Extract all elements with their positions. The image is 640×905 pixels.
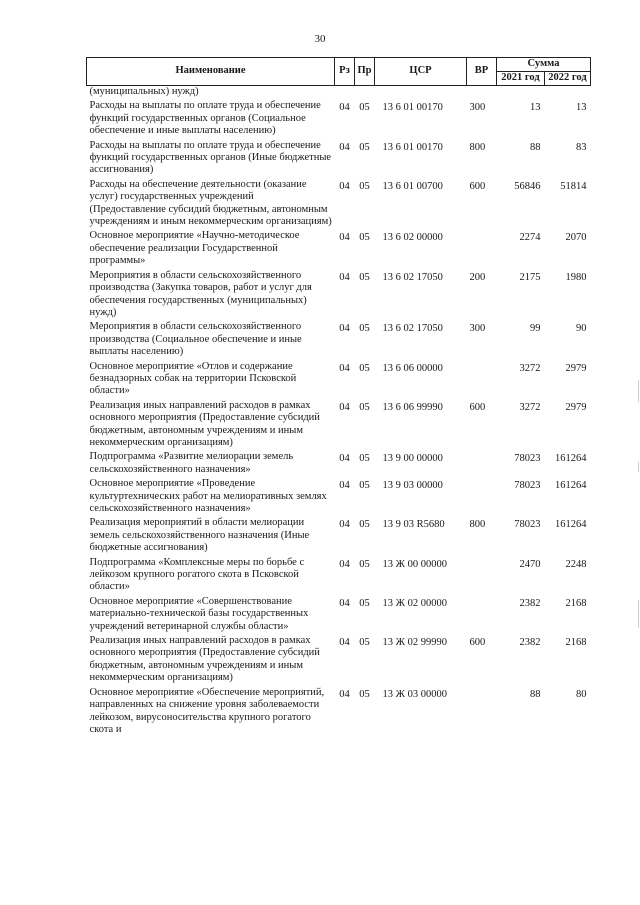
row-rz: 04 [339,558,350,570]
row-name: Расходы на выплаты по оплате труда и обеспечение функций государственных органов (Социальное обеспечение и иные выплаты населению) [89,100,321,137]
table-row [87,100,591,139]
table-row [87,321,591,360]
row-pr: 05 [359,362,370,374]
row-sum-2021 [497,86,545,101]
row-vr [467,361,497,400]
row-vr [467,596,497,635]
row-sum-2022: 83 [576,141,587,153]
budget-table [86,57,591,738]
header-name: Наименование [87,58,335,86]
row-rz: 04 [339,401,350,413]
row-vr: 200 [469,271,486,283]
table-row [87,400,591,452]
row-pr: 05 [359,597,370,609]
row-pr: 05 [359,232,370,244]
table-row [87,451,591,478]
row-csr: 13 9 00 00000 [382,453,443,465]
row-sum-2021: 13 [530,102,541,114]
row-csr: 13 6 01 00170 [382,141,443,153]
row-csr: 13 Ж 02 00000 [382,597,448,609]
row-vr: 800 [469,141,486,153]
row-sum-2021: 3272 [519,362,541,374]
row-name: Мероприятия в области сельскохозяйственного производства (Социальное обеспечение и иные выплаты населению) [89,321,302,358]
table-row [87,635,591,687]
row-vr: 300 [469,102,486,114]
row-sum-2022: 161264 [555,453,587,465]
table-row [87,478,591,517]
row-rz [335,86,355,101]
row-sum-2022: 161264 [555,519,587,531]
table-row [87,687,591,739]
row-rz: 04 [339,180,350,192]
scan-edge-mark [638,462,639,472]
row-sum-2022: 51814 [560,180,587,192]
row-vr [467,230,497,269]
row-pr: 05 [359,558,370,570]
row-csr: 13 6 02 17050 [382,271,443,283]
row-rz: 04 [339,362,350,374]
row-pr: 05 [359,401,370,413]
row-sum-2022: 1980 [565,271,587,283]
row-pr: 05 [359,141,370,153]
table-row [87,517,591,556]
header-sum: Сумма [497,58,591,72]
row-name: Основное мероприятие «Научно-методическое обеспечение реализации Государственной программы» [89,230,300,267]
row-name: Реализация иных направлений расходов в рамках основного мероприятия (Предоставление субсидий бюджетным, автономным учреждениям и иным некоммерческим организациям) [89,399,320,448]
row-sum-2021: 88 [530,688,541,700]
row-pr: 05 [359,688,370,700]
table-row [87,596,591,635]
row-vr [467,687,497,739]
header-csr: ЦСР [375,58,467,86]
row-csr: 13 6 06 00000 [382,362,443,374]
row-sum-2021: 2382 [519,597,541,609]
row-name: Основное мероприятие «Отлов и содержание безнадзорных собак на территории Псковской области» [89,360,297,397]
row-csr: 13 6 02 17050 [382,323,443,335]
row-name: Основное мероприятие «Совершенствование материально-технической базы государственных учреждений ветеринарной службы области» [89,595,309,632]
row-sum-2021: 2175 [519,271,541,283]
header-row-1 [87,58,591,72]
table-row [87,86,591,101]
row-rz: 04 [339,597,350,609]
row-vr: 600 [469,401,486,413]
row-csr: 13 9 03 00000 [382,480,443,492]
row-pr: 05 [359,102,370,114]
header-pr: Пр [355,58,375,86]
row-sum-2021: 2382 [519,637,541,649]
row-rz: 04 [339,323,350,335]
row-rz: 04 [339,271,350,283]
row-sum-2022 [545,86,591,101]
row-sum-2022: 90 [576,323,587,335]
row-name: Основное мероприятие «Обеспечение мероприятий, направленных на снижение уровня заболеваемости лейкозом, вирусоносительства крупного рогатого скота и [89,686,325,735]
row-vr [467,86,497,101]
row-csr: 13 Ж 00 00000 [382,558,448,570]
row-name: Подпрограмма «Развитие мелиорации земель сельскохозяйственного назначения» [89,451,294,475]
row-sum-2022: 2248 [565,558,587,570]
row-sum-2022: 13 [576,102,587,114]
row-name: (муниципальных) нужд) [89,86,199,97]
row-sum-2022: 2979 [565,362,587,374]
row-pr: 05 [359,519,370,531]
row-sum-2021: 3272 [519,401,541,413]
scan-edge-mark [638,380,639,402]
table-row [87,140,591,179]
page-number: 30 [314,33,326,45]
row-vr: 300 [469,323,486,335]
row-sum-2022: 161264 [555,480,587,492]
row-sum-2022: 80 [576,688,587,700]
row-rz: 04 [339,453,350,465]
row-pr: 05 [359,323,370,335]
row-vr [467,557,497,596]
row-csr: 13 6 01 00700 [382,180,443,192]
row-sum-2022: 2979 [565,401,587,413]
row-pr: 05 [359,271,370,283]
row-sum-2021: 78023 [514,480,541,492]
row-vr: 600 [469,637,486,649]
table-row [87,557,591,596]
scan-edge-mark [638,600,639,628]
row-rz: 04 [339,688,350,700]
row-rz: 04 [339,102,350,114]
row-sum-2022: 2070 [565,232,587,244]
row-pr [355,86,375,101]
row-name: Основное мероприятие «Проведение культуртехнических работ на мелиоративных землях сельскохозяйственного назначения» [89,478,327,514]
row-name: Реализация иных направлений расходов в рамках основного мероприятия (Предоставление субсидий бюджетным, автономным учреждениям и иным некоммерческим организациям) [89,635,320,684]
header-vr: ВР [467,58,497,86]
row-rz: 04 [339,637,350,649]
row-vr [467,478,497,517]
row-name: Расходы на выплаты по оплате труда и обеспечение функций государственных органов (Иные бюджетные ассигнования) [89,139,332,176]
row-name: Реализация мероприятий в области мелиорации земель сельскохозяйственного назначения (Иные бюджетные ассигнования) [89,517,310,554]
row-rz: 04 [339,480,350,492]
header-rz: Рз [335,58,355,86]
row-pr: 05 [359,453,370,465]
row-pr: 05 [359,637,370,649]
row-vr [467,451,497,478]
row-sum-2021: 2274 [519,232,541,244]
row-name: Расходы на обеспечение деятельности (оказание услуг) государственных учреждений (Предоставление субсидий бюджетным, автономным учреждениям и иным некоммерческим организациям) [89,178,332,228]
table-row [87,270,591,322]
row-vr: 600 [469,180,486,192]
table-row [87,179,591,231]
row-csr: 13 6 06 99990 [382,401,443,413]
table-row [87,230,591,269]
table-row [87,361,591,400]
row-sum-2021: 78023 [514,453,541,465]
row-csr: 13 6 02 00000 [382,232,443,244]
row-rz: 04 [339,232,350,244]
row-csr [375,86,467,101]
row-sum-2022: 2168 [565,637,587,649]
row-sum-2021: 78023 [514,519,541,531]
row-vr: 800 [469,519,486,531]
row-csr: 13 6 01 00170 [382,102,443,114]
row-sum-2021: 99 [530,323,541,335]
row-csr: 13 9 03 R5680 [382,519,445,531]
row-rz: 04 [339,141,350,153]
row-pr: 05 [359,180,370,192]
header-year-2021: 2021 год [497,72,545,86]
row-rz: 04 [339,519,350,531]
header-year-2022: 2022 год [545,72,591,86]
row-sum-2022: 2168 [565,597,587,609]
row-name: Мероприятия в области сельскохозяйственного производства (Закупка товаров, работ и услуг для обеспечения государственных (муниципальных) нужд) [89,269,312,318]
row-name: Подпрограмма «Комплексные меры по борьбе с лейкозом крупного рогатого скота в Псковской области» [89,556,305,593]
row-sum-2021: 56846 [514,180,541,192]
row-sum-2021: 2470 [519,558,541,570]
row-csr: 13 Ж 03 00000 [382,688,448,700]
row-sum-2021: 88 [530,141,541,153]
row-pr: 05 [359,480,370,492]
table-body [87,86,591,739]
row-csr: 13 Ж 02 99990 [382,637,448,649]
